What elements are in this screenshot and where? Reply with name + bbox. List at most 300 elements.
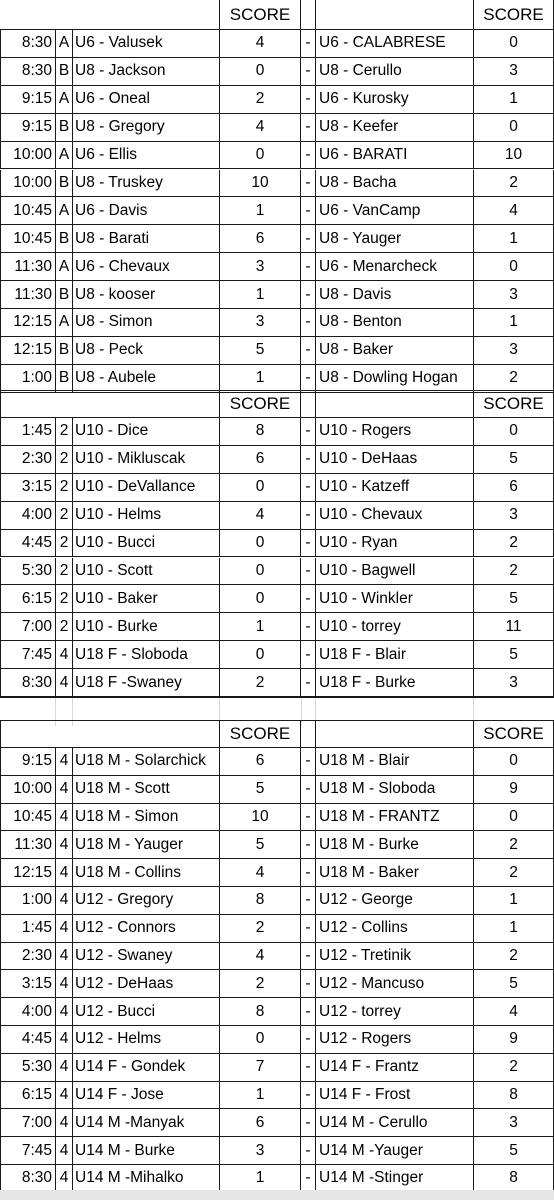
versus-separator: - — [305, 1002, 311, 1020]
game-time: 7:00 — [0, 1109, 55, 1136]
versus-separator: - — [305, 34, 311, 52]
home-team: U6 - Valusek — [72, 30, 219, 57]
game-row — [0, 86, 554, 114]
game-row — [0, 915, 554, 943]
home-score: 6 — [219, 225, 301, 252]
home-score: 8 — [219, 998, 301, 1025]
away-score: 4 — [473, 197, 554, 224]
game-time: 4:00 — [0, 502, 55, 529]
home-team: U14 M -Mihalko — [72, 1165, 219, 1192]
game-time: 7:45 — [0, 1137, 55, 1164]
field-label: A — [55, 86, 72, 113]
home-score: 7 — [219, 1054, 301, 1081]
away-team: U6 - Menarcheck — [315, 253, 473, 280]
field-label: 4 — [55, 943, 72, 970]
game-row — [0, 253, 554, 281]
home-team: U12 - Connors — [72, 915, 219, 942]
versus-separator: - — [305, 863, 311, 881]
home-team: U6 - Oneal — [72, 86, 219, 113]
versus-separator: - — [305, 422, 311, 440]
home-score: 0 — [219, 58, 301, 85]
home-score: 6 — [219, 1109, 301, 1136]
game-time: 7:00 — [0, 613, 55, 640]
game-row — [0, 641, 554, 669]
away-team: U14 M -Stinger — [315, 1165, 473, 1192]
game-row — [0, 114, 554, 142]
sheet-bottom-edge — [0, 1190, 554, 1200]
field-label: B — [55, 114, 72, 141]
game-row — [0, 1026, 554, 1054]
home-team: U10 - Mikluscak — [72, 446, 219, 473]
away-team: U18 M - FRANTZ — [315, 804, 473, 831]
game-time: 10:45 — [0, 804, 55, 831]
field-label: 2 — [55, 558, 72, 585]
home-score: 5 — [219, 337, 301, 364]
home-score: 1 — [219, 1082, 301, 1109]
field-label: 4 — [55, 776, 72, 803]
home-score: 0 — [219, 585, 301, 612]
field-label: B — [55, 281, 72, 308]
game-time: 10:45 — [0, 197, 55, 224]
home-team: U8 - Jackson — [72, 58, 219, 85]
field-label: 4 — [55, 804, 72, 831]
home-team: U10 - Scott — [72, 558, 219, 585]
away-team: U18 M - Sloboda — [315, 776, 473, 803]
away-team: U12 - George — [315, 887, 473, 914]
game-time: 7:45 — [0, 641, 55, 668]
game-row — [0, 170, 554, 198]
field-label: 4 — [55, 1054, 72, 1081]
away-score: 0 — [473, 804, 554, 831]
away-team: U12 - torrey — [315, 998, 473, 1025]
home-score: 3 — [219, 253, 301, 280]
field-label: 2 — [55, 530, 72, 557]
away-team: U6 - Kurosky — [315, 86, 473, 113]
home-score: 0 — [219, 1026, 301, 1053]
game-time: 12:15 — [0, 309, 55, 336]
field-label: 2 — [55, 418, 72, 445]
game-row — [0, 613, 554, 641]
versus-separator: - — [305, 946, 311, 964]
home-team: U18 M - Scott — [72, 776, 219, 803]
versus-separator: - — [305, 617, 311, 635]
away-score: 6 — [473, 474, 554, 501]
home-score: 1 — [219, 197, 301, 224]
home-score: 2 — [219, 86, 301, 113]
home-team: U10 - Bucci — [72, 530, 219, 557]
home-team: U14 M - Burke — [72, 1137, 219, 1164]
away-team: U10 - Chevaux — [315, 502, 473, 529]
away-team: U10 - Ryan — [315, 530, 473, 557]
versus-separator: - — [305, 118, 311, 136]
away-score: 0 — [473, 748, 554, 775]
away-team: U8 - Benton — [315, 309, 473, 336]
game-time: 3:15 — [0, 970, 55, 997]
away-score: 0 — [473, 30, 554, 57]
versus-separator: - — [305, 561, 311, 579]
game-time: 8:30 — [0, 669, 55, 696]
section3-header — [0, 720, 554, 748]
game-time: 12:15 — [0, 859, 55, 886]
game-time: 1:45 — [0, 915, 55, 942]
game-time: 10:00 — [0, 170, 55, 197]
field-label: 4 — [55, 859, 72, 886]
away-team: U8 - Baker — [315, 337, 473, 364]
away-score: 2 — [473, 170, 554, 197]
versus-separator: - — [305, 780, 311, 798]
game-time: 10:45 — [0, 225, 55, 252]
game-time: 4:45 — [0, 1026, 55, 1053]
game-row — [0, 30, 554, 58]
home-team: U10 - Dice — [72, 418, 219, 445]
away-score: 3 — [473, 281, 554, 308]
away-score-header: SCORE — [473, 0, 554, 29]
field-label: B — [55, 170, 72, 197]
versus-separator: - — [305, 257, 311, 275]
versus-separator: - — [305, 1030, 311, 1048]
field-label: 4 — [55, 1082, 72, 1109]
away-score: 2 — [473, 859, 554, 886]
game-time: 8:30 — [0, 1165, 55, 1192]
away-score: 5 — [473, 970, 554, 997]
versus-separator: - — [305, 229, 311, 247]
away-team: U18 M - Baker — [315, 859, 473, 886]
field-label: A — [55, 197, 72, 224]
versus-separator: - — [305, 835, 311, 853]
field-label: 2 — [55, 585, 72, 612]
home-team: U10 - Helms — [72, 502, 219, 529]
home-team: U10 - DeVallance — [72, 474, 219, 501]
away-score: 1 — [473, 887, 554, 914]
game-time: 2:30 — [0, 943, 55, 970]
away-team: U18 F - Blair — [315, 641, 473, 668]
versus-separator: - — [305, 919, 311, 937]
versus-separator: - — [305, 313, 311, 331]
versus-separator: - — [305, 369, 311, 387]
home-team: U8 - Truskey — [72, 170, 219, 197]
game-row — [0, 502, 554, 530]
versus-separator: - — [305, 506, 311, 524]
away-score: 2 — [473, 365, 554, 392]
home-team: U18 M - Collins — [72, 859, 219, 886]
away-score: 5 — [473, 1137, 554, 1164]
away-team: U12 - Tretinik — [315, 943, 473, 970]
home-score: 1 — [219, 613, 301, 640]
home-score: 3 — [219, 309, 301, 336]
field-label: 4 — [55, 1109, 72, 1136]
field-label: B — [55, 365, 72, 392]
versus-separator: - — [305, 285, 311, 303]
away-score: 2 — [473, 530, 554, 557]
away-team: U12 - Rogers — [315, 1026, 473, 1053]
away-team: U8 - Dowling Hogan — [315, 365, 473, 392]
field-label: 4 — [55, 998, 72, 1025]
away-score: 3 — [473, 1109, 554, 1136]
home-score: 10 — [219, 804, 301, 831]
field-label: 4 — [55, 831, 72, 858]
home-team: U6 - Chevaux — [72, 253, 219, 280]
away-score: 3 — [473, 502, 554, 529]
game-row — [0, 776, 554, 804]
away-score: 2 — [473, 558, 554, 585]
away-team: U10 - Bagwell — [315, 558, 473, 585]
away-score: 3 — [473, 669, 554, 696]
game-row — [0, 748, 554, 776]
field-label: A — [55, 309, 72, 336]
home-score: 6 — [219, 748, 301, 775]
game-time: 10:00 — [0, 142, 55, 169]
away-score: 5 — [473, 585, 554, 612]
home-team: U18 F -Swaney — [72, 669, 219, 696]
away-score: 11 — [473, 613, 554, 640]
versus-separator: - — [305, 201, 311, 219]
away-team: U10 - Winkler — [315, 585, 473, 612]
away-score: 0 — [473, 114, 554, 141]
game-time: 9:15 — [0, 748, 55, 775]
game-time: 5:30 — [0, 1054, 55, 1081]
away-score: 2 — [473, 943, 554, 970]
away-team: U18 F - Burke — [315, 669, 473, 696]
versus-separator: - — [305, 1113, 311, 1131]
game-time: 4:00 — [0, 998, 55, 1025]
away-score: 3 — [473, 337, 554, 364]
away-score: 0 — [473, 418, 554, 445]
home-score: 2 — [219, 669, 301, 696]
field-label: B — [55, 337, 72, 364]
game-row — [0, 887, 554, 915]
home-team: U12 - Swaney — [72, 943, 219, 970]
home-team: U14 F - Jose — [72, 1082, 219, 1109]
away-team: U10 - DeHaas — [315, 446, 473, 473]
field-label: 2 — [55, 613, 72, 640]
game-time: 6:15 — [0, 585, 55, 612]
game-time: 12:15 — [0, 337, 55, 364]
home-team: U18 F - Sloboda — [72, 641, 219, 668]
away-team: U6 - VanCamp — [315, 197, 473, 224]
field-label: 4 — [55, 1137, 72, 1164]
home-score: 5 — [219, 831, 301, 858]
away-team: U12 - Mancuso — [315, 970, 473, 997]
home-team: U14 F - Gondek — [72, 1054, 219, 1081]
field-label: 4 — [55, 887, 72, 914]
home-team: U8 - Barati — [72, 225, 219, 252]
home-team: U10 - Baker — [72, 585, 219, 612]
field-label: B — [55, 58, 72, 85]
away-score: 0 — [473, 253, 554, 280]
away-score: 5 — [473, 641, 554, 668]
game-time: 3:15 — [0, 474, 55, 501]
home-score: 4 — [219, 859, 301, 886]
away-score: 2 — [473, 1054, 554, 1081]
versus-separator: - — [305, 90, 311, 108]
game-row — [0, 859, 554, 887]
game-time: 8:30 — [0, 30, 55, 57]
field-label: A — [55, 142, 72, 169]
away-score: 8 — [473, 1082, 554, 1109]
away-score: 9 — [473, 776, 554, 803]
game-time: 9:15 — [0, 86, 55, 113]
home-team: U8 - Peck — [72, 337, 219, 364]
away-team: U14 F - Frantz — [315, 1054, 473, 1081]
home-score: 5 — [219, 776, 301, 803]
away-team: U8 - Bacha — [315, 170, 473, 197]
home-score: 8 — [219, 418, 301, 445]
game-row — [0, 669, 554, 697]
away-score: 9 — [473, 1026, 554, 1053]
away-score: 10 — [473, 142, 554, 169]
field-label: 4 — [55, 748, 72, 775]
away-team: U8 - Davis — [315, 281, 473, 308]
home-score: 0 — [219, 641, 301, 668]
game-row — [0, 530, 554, 558]
away-team: U18 M - Blair — [315, 748, 473, 775]
versus-separator: - — [305, 589, 311, 607]
away-team: U12 - Collins — [315, 915, 473, 942]
field-label: A — [55, 30, 72, 57]
home-score: 4 — [219, 943, 301, 970]
game-row — [0, 1137, 554, 1165]
home-score: 3 — [219, 1137, 301, 1164]
home-team: U8 - kooser — [72, 281, 219, 308]
versus-separator: - — [305, 752, 311, 770]
game-row — [0, 943, 554, 971]
away-team: U8 - Yauger — [315, 225, 473, 252]
away-score: 1 — [473, 225, 554, 252]
section2-header — [0, 390, 554, 418]
home-score: 2 — [219, 970, 301, 997]
home-score: 0 — [219, 142, 301, 169]
home-score: 0 — [219, 474, 301, 501]
game-time: 11:30 — [0, 281, 55, 308]
game-row — [0, 1165, 554, 1193]
versus-separator: - — [305, 62, 311, 80]
section1-header — [0, 0, 554, 30]
home-score: 1 — [219, 1165, 301, 1192]
field-label: 2 — [55, 502, 72, 529]
away-score: 5 — [473, 446, 554, 473]
game-row — [0, 558, 554, 586]
home-team: U18 M - Simon — [72, 804, 219, 831]
field-label: 4 — [55, 641, 72, 668]
away-team: U10 - torrey — [315, 613, 473, 640]
game-time: 5:30 — [0, 558, 55, 585]
home-score: 4 — [219, 114, 301, 141]
away-team: U6 - BARATI — [315, 142, 473, 169]
home-team: U6 - Ellis — [72, 142, 219, 169]
home-team: U12 - DeHaas — [72, 970, 219, 997]
game-time: 1:45 — [0, 418, 55, 445]
home-score: 1 — [219, 281, 301, 308]
field-label: 4 — [55, 1026, 72, 1053]
game-time: 1:00 — [0, 365, 55, 392]
game-row — [0, 337, 554, 365]
game-row — [0, 309, 554, 337]
away-score: 2 — [473, 831, 554, 858]
home-score: 1 — [219, 365, 301, 392]
versus-separator: - — [305, 1085, 311, 1103]
game-time: 8:30 — [0, 58, 55, 85]
away-score-header: SCORE — [473, 391, 554, 417]
game-time: 10:00 — [0, 776, 55, 803]
game-time: 2:30 — [0, 446, 55, 473]
game-row — [0, 970, 554, 998]
versus-separator: - — [305, 645, 311, 663]
field-label: A — [55, 253, 72, 280]
versus-separator: - — [305, 173, 311, 191]
versus-separator: - — [305, 1141, 311, 1159]
game-time: 4:45 — [0, 530, 55, 557]
versus-separator: - — [305, 891, 311, 909]
home-team: U12 - Helms — [72, 1026, 219, 1053]
away-team: U10 - Rogers — [315, 418, 473, 445]
game-row — [0, 474, 554, 502]
game-row — [0, 804, 554, 832]
game-row — [0, 142, 554, 170]
versus-separator: - — [305, 146, 311, 164]
field-label: 4 — [55, 970, 72, 997]
game-row — [0, 446, 554, 474]
game-time: 1:00 — [0, 887, 55, 914]
home-score-header: SCORE — [219, 391, 301, 417]
home-team: U6 - Davis — [72, 197, 219, 224]
home-team: U8 - Gregory — [72, 114, 219, 141]
away-team: U18 M - Burke — [315, 831, 473, 858]
home-score: 0 — [219, 530, 301, 557]
versus-separator: - — [305, 673, 311, 691]
game-row — [0, 197, 554, 225]
away-score: 8 — [473, 1165, 554, 1192]
game-row — [0, 281, 554, 309]
away-team: U14 F - Frost — [315, 1082, 473, 1109]
versus-separator: - — [305, 1058, 311, 1076]
game-row — [0, 1109, 554, 1137]
away-score: 1 — [473, 86, 554, 113]
game-row — [0, 365, 554, 393]
game-time: 11:30 — [0, 253, 55, 280]
away-score-header: SCORE — [473, 721, 554, 747]
field-label: 4 — [55, 1165, 72, 1192]
game-time: 9:15 — [0, 114, 55, 141]
versus-separator: - — [305, 478, 311, 496]
home-score: 6 — [219, 446, 301, 473]
game-row — [0, 418, 554, 446]
away-score: 1 — [473, 915, 554, 942]
game-row — [0, 1054, 554, 1082]
game-row — [0, 585, 554, 613]
versus-separator: - — [305, 450, 311, 468]
home-team: U18 M - Solarchick — [72, 748, 219, 775]
away-team: U8 - Cerullo — [315, 58, 473, 85]
versus-separator: - — [305, 1169, 311, 1187]
home-score: 8 — [219, 887, 301, 914]
away-team: U14 M -Yauger — [315, 1137, 473, 1164]
game-time: 6:15 — [0, 1082, 55, 1109]
game-row — [0, 58, 554, 86]
away-team: U8 - Keefer — [315, 114, 473, 141]
home-score: 4 — [219, 30, 301, 57]
game-row — [0, 1082, 554, 1110]
game-time: 11:30 — [0, 831, 55, 858]
home-score: 10 — [219, 170, 301, 197]
versus-separator: - — [305, 341, 311, 359]
versus-separator: - — [305, 807, 311, 825]
away-team: U14 M - Cerullo — [315, 1109, 473, 1136]
game-row — [0, 225, 554, 253]
field-label: 4 — [55, 669, 72, 696]
home-team: U12 - Gregory — [72, 887, 219, 914]
versus-separator: - — [305, 974, 311, 992]
field-label: 2 — [55, 474, 72, 501]
